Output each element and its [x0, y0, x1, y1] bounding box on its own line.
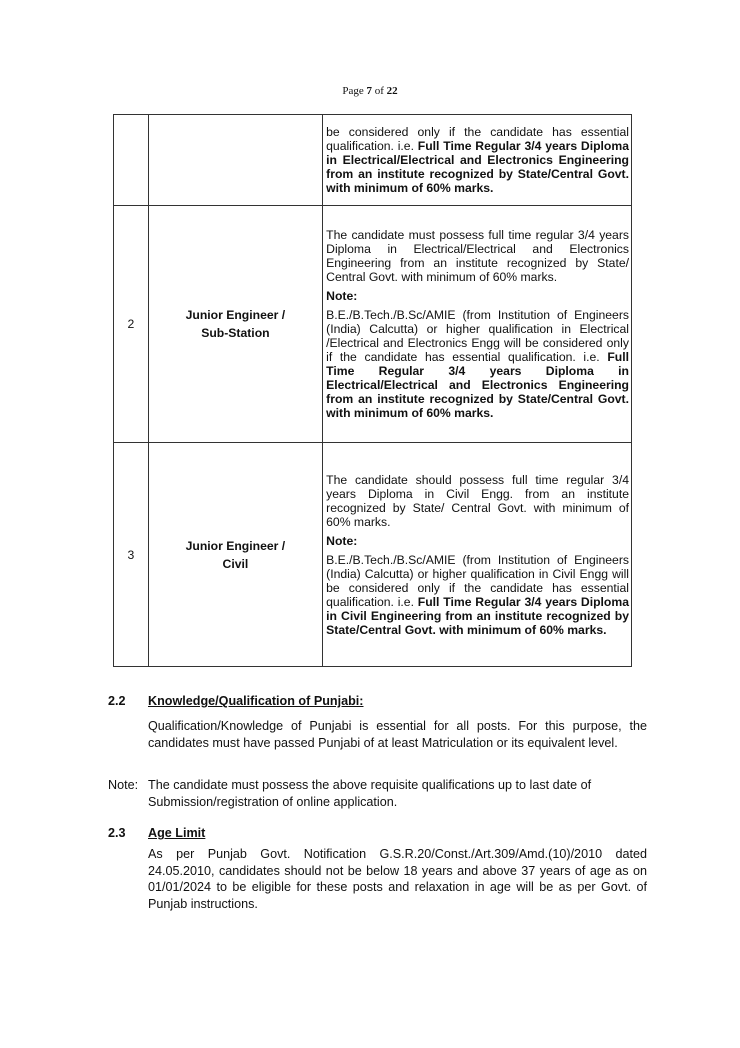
page-current: 7 — [366, 85, 372, 97]
section-2-2-body: Qualification/Knowledge of Punjabi is essential for all posts. For this purpose, the candidates must have passed Punjabi of at least Matriculation or its equivalent level. — [148, 719, 647, 750]
post-title-line1: Junior Engineer / — [185, 538, 286, 553]
page-separator: of — [371, 85, 387, 97]
qualification-intro: The candidate should possess full time regular 3/4 years Diploma in Civil Engg. from an institute recognized by State/ Central Govt. with minimum of 60% marks. — [326, 472, 629, 529]
qualification-detail-normal: B.E./B.Tech./B.Sc/AMIE (from Institution of Engineers (India) Calcutta) or higher qualification in Civil Engg will be considered only if the candidate has essential qualification. i.e. — [326, 552, 629, 609]
section-title: Age Limit — [148, 826, 206, 840]
page-total: 22 — [386, 85, 398, 97]
post-cell — [148, 115, 322, 206]
section-2-3-body: As per Punjab Govt. Notification G.S.R.20/Const./Art.309/Amd.(10)/2010 dated 24.05.2010, candidates should not be below 18 years and above 37 years of age as on 01/01/2024 to be eligible for these posts and relaxation in age will be as per Govt. of Punjab instructions. — [148, 847, 647, 911]
page-label-prefix: Page — [342, 85, 367, 97]
qualification-detail-bold: Full Time Regular 3/4 years Diploma in Civil Engineering from an institute recognized by State/Central Govt. with minimum of 60% marks. — [326, 594, 629, 637]
qualification-detail-bold: Full Time Regular 3/4 years Diploma in Electrical/Electrical and Electronics Engineering from an institute recognized by State/Central Govt. with minimum of 60% marks. — [326, 350, 629, 420]
section-2-2-note — [108, 777, 648, 810]
qualification-normal-text: be considered only if the candidate has essential qualification. i.e. — [326, 125, 629, 153]
section-number: 2.3 — [108, 826, 126, 840]
page-number — [0, 85, 740, 97]
note-label: Note: — [326, 533, 358, 548]
qualification-text — [326, 125, 629, 195]
section-number: 2.2 — [108, 694, 126, 708]
qualification-cell — [323, 443, 632, 667]
qualification-intro: The candidate must possess full time regular 3/4 years Diploma in Electrical/Electrical and Electronics Engineering from an institute recognized by State/ Central Govt. with minimum of 60% marks. — [326, 228, 629, 284]
qualification-cell — [323, 115, 632, 206]
sno-cell: 2 — [114, 206, 149, 443]
section-heading-2-2 — [108, 694, 364, 708]
qualification-detail — [326, 308, 629, 420]
qualification-bold-text: Full Time Regular 3/4 years Diploma in Electrical/Electrical and Electronics Engineering from an institute recognized by State/Central Govt. with minimum of 60% marks. — [326, 139, 629, 195]
post-cell — [148, 443, 322, 667]
note-label: Note: — [108, 778, 139, 792]
note-text: The candidate must possess the above requisite qualifications up to last date of Submission/registration of online application. — [148, 778, 592, 809]
table-row-junior-engineer-sub-station — [114, 206, 632, 443]
section-heading-2-3 — [108, 826, 205, 840]
table-row-continuation — [114, 115, 632, 206]
qualification-detail — [326, 553, 629, 637]
qualification-cell — [323, 206, 632, 443]
section-title: Knowledge/Qualification of Punjabi: — [148, 694, 364, 708]
post-title-line2: Civil — [222, 556, 249, 571]
sno-cell: 3 — [114, 443, 149, 667]
post-title-line1: Junior Engineer / — [185, 308, 286, 322]
qualification-detail-normal: B.E./B.Tech./B.Sc/AMIE (from Institution of Engineers (India) Calcutta) or higher qualification in Electrical /Electrical and Electronics Engg will be considered only if the candidate has essential qualification. i.e. — [326, 308, 629, 364]
table-row-junior-engineer-civil — [114, 443, 632, 667]
qualification-table — [113, 114, 632, 667]
note-label: Note: — [326, 289, 358, 303]
sno-cell — [114, 115, 149, 206]
post-cell — [148, 206, 322, 443]
post-title-line2: Sub-Station — [201, 326, 270, 340]
